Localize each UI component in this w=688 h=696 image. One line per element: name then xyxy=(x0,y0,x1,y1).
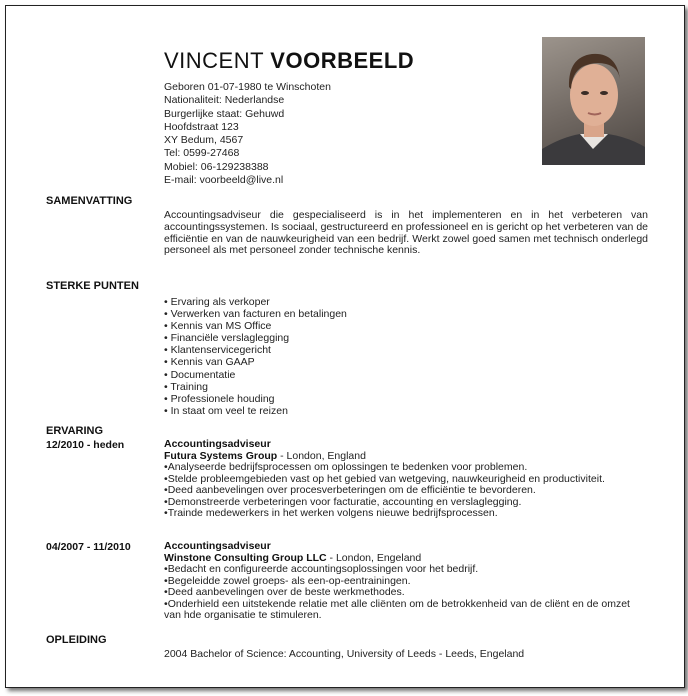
list-item: • Kennis van GAAP xyxy=(164,356,347,368)
list-item: • Kennis van MS Office xyxy=(164,320,347,332)
job-1-duties xyxy=(164,462,648,520)
mobile: Mobiel: 06-129238388 xyxy=(164,160,269,173)
postal-city: XY Bedum, 4567 xyxy=(164,134,244,147)
list-item: • Bedacht en configureerde accountingsoplossingen voor het bedrijf. xyxy=(164,564,648,576)
job-2-duties xyxy=(164,564,648,622)
summary-text: Accountingsadviseur die gespecialiseerd is in het implementeren en in het verbeteren van accountingssystemen. Is sociaal, gestructureerd en professioneel en is gericht op het verbeteren van de efficiëntie en van de nauwkeurigheid van een bedrijf. Werkt zowel goed samen met technisch onderlegd personeel als met personeel zonder technische kennis. xyxy=(164,209,648,257)
strengths-heading: STERKE PUNTEN xyxy=(46,280,139,292)
job-1 xyxy=(164,439,648,520)
list-item: • Deed aanbevelingen over procesverbeteringen om de efficiëntie te bevorderen. xyxy=(164,485,648,497)
nationality: Nationaliteit: Nederlandse xyxy=(164,94,285,107)
job-1-company: Futura Systems Group xyxy=(164,449,278,462)
job-2 xyxy=(164,541,648,622)
education-heading: OPLEIDING xyxy=(46,634,107,646)
job-2-date: 04/2007 - 11/2010 xyxy=(46,541,131,553)
email: E-mail: voorbeeld@live.nl xyxy=(164,174,284,187)
strengths-list xyxy=(164,296,347,417)
profile-photo xyxy=(542,37,645,165)
list-item: • Demonstreerde verbeteringen voor facturatie, accounting en verslaglegging. xyxy=(164,497,648,509)
list-item: • Begeleidde zowel groeps- als een-op-eentrainingen. xyxy=(164,576,648,588)
resume-page xyxy=(5,5,685,688)
street-address: Hoofdstraat 123 xyxy=(164,120,239,133)
list-item: • Klantenservicegericht xyxy=(164,344,347,356)
list-item: • Onderhield een uitstekende relatie met alle cliënten om de betrokkenheid van de cliënt en de omzet van hde organisatie te stimuleren. xyxy=(164,599,648,622)
list-item: • Deed aanbevelingen over de beste werkmethodes. xyxy=(164,587,648,599)
experience-heading: ERVARING xyxy=(46,425,104,437)
job-1-location: - London, England xyxy=(277,449,366,462)
list-item: • Training xyxy=(164,381,347,393)
candidate-name xyxy=(164,48,414,74)
job-1-date: 12/2010 - heden xyxy=(46,439,125,451)
job-2-title: Accountingsadviseur xyxy=(164,540,271,552)
list-item: • Verwerken van facturen en betalingen xyxy=(164,308,347,320)
list-item: • Stelde probleemgebieden vast op het gebied van wetgeving, nauwkeurigheid en productiviteit. xyxy=(164,474,648,486)
marital-status: Burgerlijke staat: Gehuwd xyxy=(164,107,285,120)
list-item: • Trainde medewerkers in het werken volgens nieuwe bedrijfsprocessen. xyxy=(164,508,648,520)
last-name: VOORBEELD xyxy=(270,48,415,73)
contact-details xyxy=(164,81,331,187)
job-1-title: Accountingsadviseur xyxy=(164,438,271,450)
list-item: • In staat om veel te reizen xyxy=(164,405,347,417)
list-item: • Financiële verslaglegging xyxy=(164,332,347,344)
phone: Tel: 0599-27468 xyxy=(164,147,240,160)
first-name: VINCENT xyxy=(164,48,264,73)
job-2-location: - London, Engeland xyxy=(326,551,422,564)
list-item: • Ervaring als verkoper xyxy=(164,296,347,308)
summary-heading: SAMENVATTING xyxy=(46,195,133,207)
list-item: • Analyseerde bedrijfsprocessen om oplossingen te bedenken voor problemen. xyxy=(164,462,648,474)
job-2-company: Winstone Consulting Group LLC xyxy=(164,551,327,564)
list-item: • Professionele houding xyxy=(164,393,347,405)
birth-info: Geboren 01-07-1980 te Winschoten xyxy=(164,81,331,93)
list-item: • Documentatie xyxy=(164,369,347,381)
education-entry: 2004 Bachelor of Science: Accounting, University of Leeds - Leeds, Engeland xyxy=(164,648,525,660)
